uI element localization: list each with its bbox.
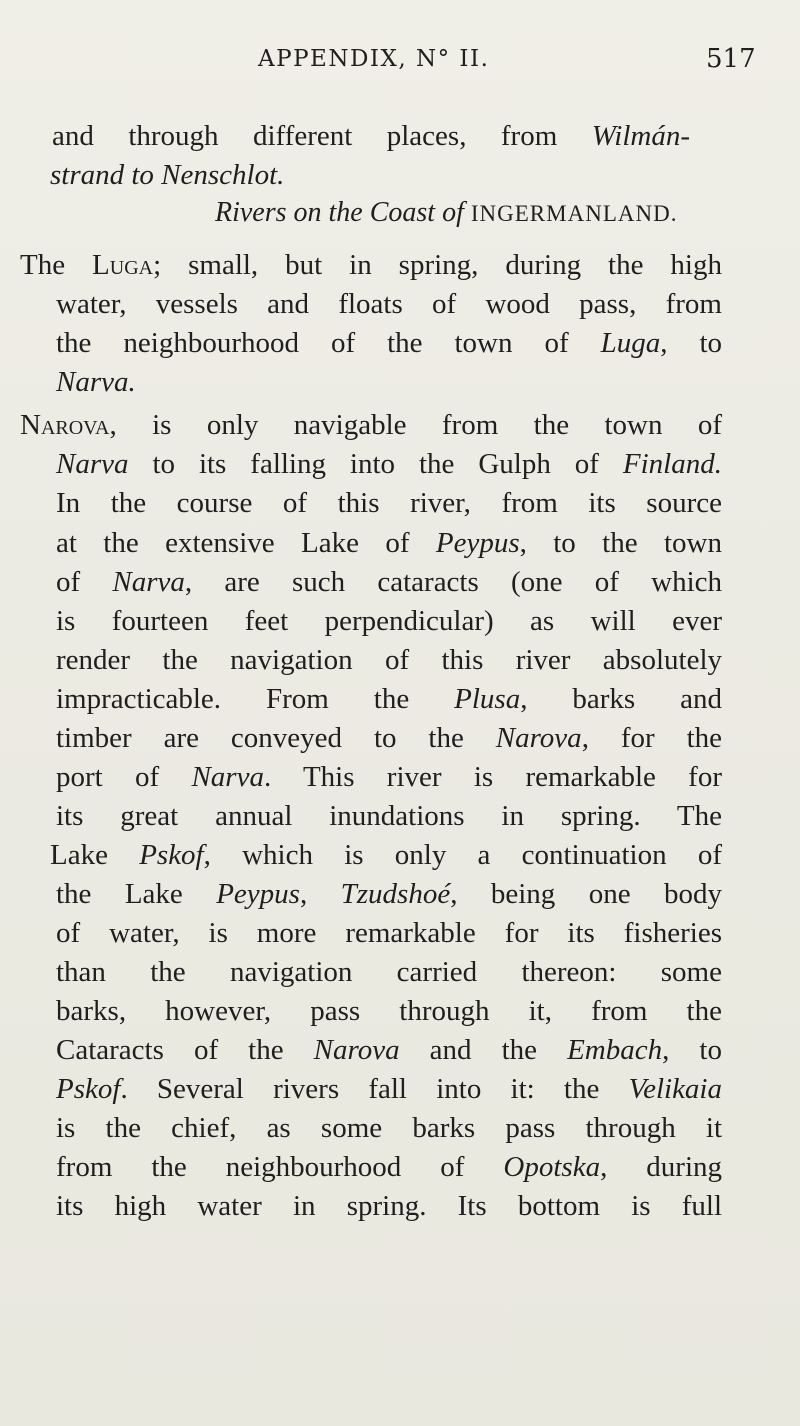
text-span: , to [662,1034,722,1066]
place-name: Opotska [503,1151,601,1183]
heading-caps: INGERMANLAND. [470,201,678,226]
text-span: Cataracts of the [56,1034,314,1066]
text-line [56,680,722,718]
text-line [56,1070,722,1108]
text-line: strand to Nenschlot. [50,159,285,191]
text-span: of [56,566,113,598]
text-span: port of [56,761,192,793]
text-line: is fourteen feet perpendicular) as will ever [56,605,722,637]
text-line [56,563,722,601]
text-line: its great annual inundations in spring. The [56,800,722,832]
place-name: Narva [56,448,129,480]
place-name: Pskof [139,839,204,871]
text-span: , [299,878,341,910]
place-name: Narva [112,566,185,598]
section-heading [215,197,721,229]
text-span: and the [399,1034,568,1066]
place-name: Tzudshoé [340,878,451,910]
text-line: of water, is more remarkable for its fisheries [56,917,722,949]
text-line [50,836,722,874]
text-line: In the course of this river, from its source [56,487,722,519]
place-name: Plusa [454,683,521,715]
text-span: and through different places, from [52,120,592,152]
text-span: , during [600,1151,723,1183]
text-span: , to [660,327,722,359]
text-span: , to the town [519,527,722,559]
text-line: than the navigation carried thereon: some [56,956,722,988]
place-name: Narva [191,761,264,793]
text-span: , barks and [520,683,723,715]
italic-name: Wilmán- [591,120,690,152]
text-line: barks, however, pass through it, from the [56,995,722,1027]
text-line [56,324,722,362]
river-name: arova [40,409,110,441]
text-span: Lake [50,839,140,871]
text-line [56,1031,722,1069]
running-head [0,40,800,80]
text-span: N [20,409,41,441]
place-name: Narova [495,722,582,754]
text-span: , is only navigable from the town of [109,409,722,441]
text-span: to its falling into the Gulph of [128,448,623,480]
text-line [56,1148,722,1186]
text-line: Narva. [56,366,136,398]
text-span: from the neighbourhood of [56,1151,504,1183]
text-line [56,719,722,757]
text-span: the neighbourhood of the town of [56,327,601,359]
place-name: Narova [313,1034,400,1066]
text-span: , for the [581,722,722,754]
page-number: 517 [706,44,756,74]
place-name: Velikaia [628,1073,722,1105]
place-name: Luga [600,327,661,359]
text-span: , which is only a continuation of [203,839,722,871]
text-span: , being one body [450,878,723,910]
text-line: is the chief, as some barks pass through it [56,1112,722,1144]
running-title: APPENDIX, N° II. [258,46,490,72]
text-span: . This river is remarkable for [263,761,722,793]
text-line [20,406,722,444]
text-span: . Several rivers fall into it: the [120,1073,629,1105]
text-span: ; small, but in spring, during the high [153,249,722,281]
text-line: render the navigation of this river absolutely [56,644,722,676]
place-name: Peypus [435,527,520,559]
text-span: impracticable. From the [56,683,455,715]
text-line [20,246,722,284]
place-name: Pskof [56,1073,121,1105]
text-line [56,524,722,562]
heading-italic: Rivers on the Coast of [215,197,471,228]
text-line: water, vessels and floats of wood pass, from [56,288,722,320]
text-span: the Lake [56,878,217,910]
text-span: at the extensive Lake of [56,527,436,559]
text-span: , are such cataracts (one of which [184,566,722,598]
place-name: Peypus [216,878,300,910]
text-line [56,875,722,913]
text-line [52,117,690,155]
text-line [56,445,722,483]
river-name: Luga [92,249,154,281]
place-name: Embach [567,1034,663,1066]
text-line [56,758,722,796]
place-name: Finland. [622,448,722,480]
text-line: its high water in spring. Its bottom is full [56,1190,722,1222]
text-span: The [20,249,93,281]
text-span: timber are conveyed to the [56,722,496,754]
